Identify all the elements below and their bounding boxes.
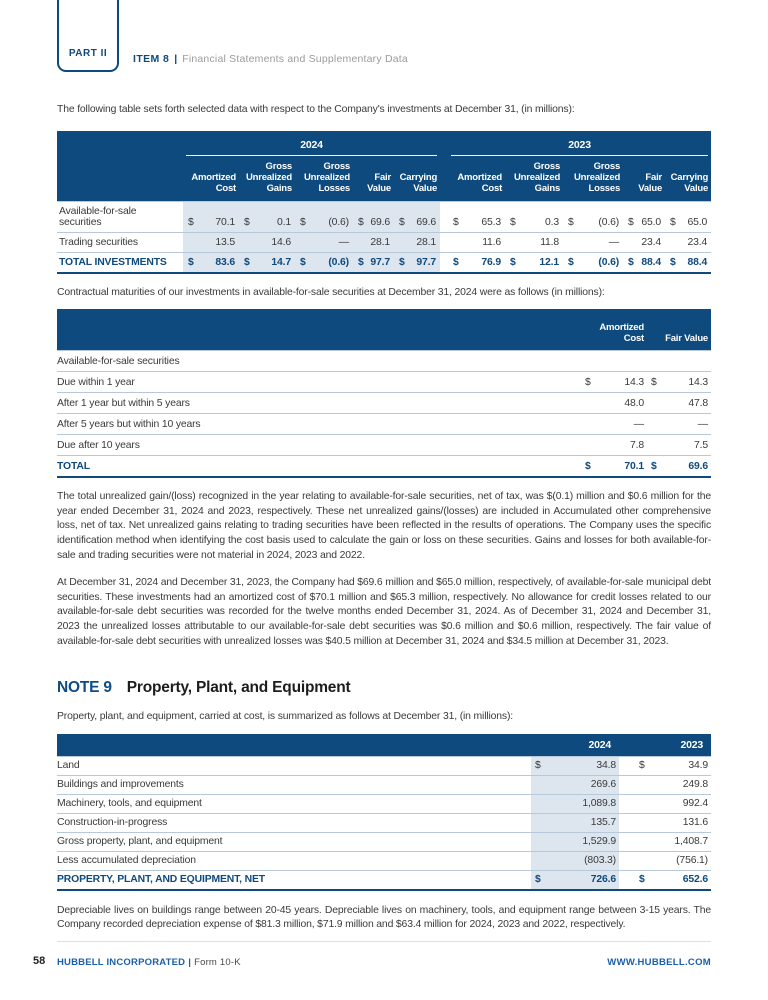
table-row bbox=[57, 832, 711, 851]
part-ii-tab bbox=[57, 0, 119, 72]
item-header bbox=[133, 53, 408, 65]
column-header: Gross Unrealized Losses bbox=[295, 157, 353, 202]
group-gap-cell bbox=[440, 232, 448, 252]
column-header: Amortized Cost bbox=[448, 157, 505, 202]
value-cell: 7.8 bbox=[601, 435, 647, 456]
dollar-cell bbox=[635, 832, 653, 851]
dollar-cell bbox=[635, 851, 653, 870]
ppe-table-body bbox=[57, 756, 711, 890]
table-cell: 14.6 bbox=[239, 232, 295, 252]
table-cell: 28.1 bbox=[353, 232, 394, 252]
column-header-2023: 2023 bbox=[635, 734, 711, 757]
group-gap bbox=[440, 131, 448, 202]
dollar-cell bbox=[531, 832, 549, 851]
group-gap-cell bbox=[619, 851, 635, 870]
contractual-paragraph: Contractual maturities of our investments in available-for-sale securities at December 31, 2024 were as follows (in millions): bbox=[57, 286, 605, 298]
row-label: Less accumulated depreciation bbox=[57, 851, 531, 870]
group-gap-cell bbox=[440, 252, 448, 273]
table-cell: 11.6 bbox=[448, 232, 505, 252]
dollar-cell bbox=[581, 435, 601, 456]
table-cell: $ 97.7 bbox=[353, 252, 394, 273]
dollar-cell bbox=[531, 794, 549, 813]
table-cell: $ (0.6) bbox=[295, 252, 353, 273]
table-cell: $ 70.1 bbox=[183, 201, 239, 232]
item-title: Financial Statements and Supplementary Data bbox=[182, 53, 408, 65]
dollar-cell: $ bbox=[581, 372, 601, 393]
ppe-intro-paragraph: Property, plant, and equipment, carried at cost, is summarized as follows at December 31, (in millions): bbox=[57, 711, 514, 723]
page-footer bbox=[33, 941, 711, 968]
value-cell: 70.1 bbox=[601, 456, 647, 478]
value-cell bbox=[671, 351, 711, 372]
table-row bbox=[57, 393, 711, 414]
table-cell: $ 97.7 bbox=[394, 252, 440, 273]
value-cell: 14.3 bbox=[601, 372, 647, 393]
value-cell: 726.6 bbox=[549, 870, 619, 890]
value-cell: 34.9 bbox=[653, 756, 711, 775]
table-cell: 11.8 bbox=[505, 232, 563, 252]
group-gap-cell bbox=[619, 813, 635, 832]
value-cell: 69.6 bbox=[671, 456, 711, 478]
table-cell: 13.5 bbox=[183, 232, 239, 252]
dollar-cell: $ bbox=[635, 756, 653, 775]
row-label: TOTAL INVESTMENTS bbox=[57, 252, 183, 273]
investments-table-body bbox=[57, 201, 711, 273]
value-cell: (803.3) bbox=[549, 851, 619, 870]
row-label: Construction-in-progress bbox=[57, 813, 531, 832]
investments-table-header bbox=[57, 131, 711, 202]
table-row bbox=[57, 775, 711, 794]
year-group-2024: 2024 bbox=[183, 131, 440, 157]
column-header-2024: 2024 bbox=[531, 734, 619, 757]
column-header: Gross Unrealized Gains bbox=[239, 157, 295, 202]
table-cell: $ (0.6) bbox=[563, 252, 623, 273]
dollar-cell bbox=[581, 351, 601, 372]
value-cell: 7.5 bbox=[671, 435, 711, 456]
row-label: Available-for-sale securities bbox=[57, 201, 183, 232]
group-gap-cell bbox=[619, 870, 635, 890]
ppe-table-header bbox=[57, 734, 711, 757]
value-cell: 992.4 bbox=[653, 794, 711, 813]
value-cell: 249.8 bbox=[653, 775, 711, 794]
group-gap-cell bbox=[440, 201, 448, 232]
row-label: PROPERTY, PLANT, AND EQUIPMENT, NET bbox=[57, 870, 531, 890]
table-cell: 23.4 bbox=[665, 232, 711, 252]
table-cell: — bbox=[295, 232, 353, 252]
group-gap-cell bbox=[619, 756, 635, 775]
unrealized-paragraph: The total unrealized gain/(loss) recognized in the year relating to available-for-sale securities, net of tax, was $(0.1) million and $0.6 million for the year ended December 31, 2024 and 2023, respectively. These net unrealized gains/(losses) are included in Accumulated other comprehensive loss, net of tax. Net unrealized gains relating to trading securities have been reflected in the results of operations. The Company uses the specific identification method when identifying the cost basis used to calculate the gain or loss on these securities. Gains and losses for both available-for-sale and trading securities were not material in 2024, 2023 and 2022. bbox=[57, 491, 711, 561]
value-cell: — bbox=[671, 414, 711, 435]
table-cell: $ 65.0 bbox=[665, 201, 711, 232]
row-label: Due after 10 years bbox=[57, 435, 581, 456]
footer-separator: | bbox=[188, 957, 192, 968]
dollar-cell: $ bbox=[647, 372, 671, 393]
empty-corner-cell bbox=[57, 131, 183, 202]
dollar-cell bbox=[635, 775, 653, 794]
dollar-cell: $ bbox=[531, 756, 549, 775]
page-content bbox=[0, 103, 768, 933]
row-label: After 1 year but within 5 years bbox=[57, 393, 581, 414]
table-cell: $ 65.3 bbox=[448, 201, 505, 232]
maturities-table bbox=[57, 309, 711, 478]
row-label: Buildings and improvements bbox=[57, 775, 531, 794]
value-cell: 652.6 bbox=[653, 870, 711, 890]
maturities-table-header bbox=[57, 309, 711, 351]
table-cell: $ 69.6 bbox=[394, 201, 440, 232]
table-cell: $ (0.6) bbox=[295, 201, 353, 232]
value-cell: 1,408.7 bbox=[653, 832, 711, 851]
table-row bbox=[57, 414, 711, 435]
table-cell: $ 65.0 bbox=[623, 201, 665, 232]
maturities-table-body bbox=[57, 351, 711, 478]
group-gap-cell bbox=[619, 794, 635, 813]
column-header: Amortized Cost bbox=[581, 309, 647, 351]
value-cell: 135.7 bbox=[549, 813, 619, 832]
table-cell: 28.1 bbox=[394, 232, 440, 252]
column-header: Amortized Cost bbox=[183, 157, 239, 202]
column-header: Gross Unrealized Gains bbox=[505, 157, 563, 202]
table-row bbox=[57, 435, 711, 456]
year-group-2023: 2023 bbox=[448, 131, 711, 157]
group-gap-cell bbox=[619, 775, 635, 794]
page-header bbox=[0, 0, 768, 76]
depreciable-paragraph: Depreciable lives on buildings range between 20-45 years. Depreciable lives on machinery, tools, and equipment range between 3-15 years. The Company recorded depreciation expense of $81.3 million, $71.9 million and $63.4 million for 2024, 2023 and 2022, respectively. bbox=[57, 904, 711, 931]
table-cell: $ 69.6 bbox=[353, 201, 394, 232]
column-header: Carrying Value bbox=[665, 157, 711, 202]
table-row bbox=[57, 232, 711, 252]
dollar-cell: $ bbox=[531, 870, 549, 890]
value-cell: (756.1) bbox=[653, 851, 711, 870]
empty-corner-cell bbox=[57, 734, 531, 757]
ppe-table bbox=[57, 734, 711, 891]
value-cell: 269.6 bbox=[549, 775, 619, 794]
table-row bbox=[57, 851, 711, 870]
table-row bbox=[57, 870, 711, 890]
investments-table bbox=[57, 131, 711, 274]
dollar-cell bbox=[635, 794, 653, 813]
row-label: After 5 years but within 10 years bbox=[57, 414, 581, 435]
row-label: Trading securities bbox=[57, 232, 183, 252]
column-header: Fair Value bbox=[647, 309, 711, 351]
value-cell: 14.3 bbox=[671, 372, 711, 393]
table-cell: — bbox=[563, 232, 623, 252]
row-label: Gross property, plant, and equipment bbox=[57, 832, 531, 851]
table-cell: $ 0.1 bbox=[239, 201, 295, 232]
table-row bbox=[57, 756, 711, 775]
dollar-cell bbox=[581, 393, 601, 414]
column-header: Fair Value bbox=[623, 157, 665, 202]
table-cell: $ 88.4 bbox=[665, 252, 711, 273]
row-label: Due within 1 year bbox=[57, 372, 581, 393]
footer-form-label: Form 10-K bbox=[194, 957, 241, 968]
dollar-cell bbox=[647, 351, 671, 372]
group-gap-cell bbox=[619, 832, 635, 851]
table-cell: $ 12.1 bbox=[505, 252, 563, 273]
dollar-cell bbox=[581, 414, 601, 435]
table-row bbox=[57, 813, 711, 832]
at-december-paragraph: At December 31, 2024 and December 31, 2023, the Company had $69.6 million and $65.0 million, respectively, of available-for-sale municipal debt securities. These investments had an amortized cost of $70.1 million and $65.3 million, respectively. No allowance for credit losses related to our available-for-sale debt securities was recorded for the twelve months ended December 31, 2024. As of December 31, 2024 and December 31, 2023 the unrealized losses attributable to our available-for-sale debt securities was $0.6 million and $0.6 million, respectively. The fair value of available-for-sale debt securities with unrealized losses was $40.5 million at December 31, 2024 and $34.5 million at December 31, 2023. bbox=[57, 577, 711, 647]
table-cell: $ 14.7 bbox=[239, 252, 295, 273]
footer-brand: HUBBELL INCORPORATED | Form 10-K bbox=[57, 957, 241, 968]
item-separator: | bbox=[174, 53, 178, 65]
dollar-cell bbox=[531, 813, 549, 832]
dollar-cell bbox=[531, 851, 549, 870]
part-label: PART II bbox=[68, 48, 108, 59]
table-cell: $ 0.3 bbox=[505, 201, 563, 232]
table-row bbox=[57, 252, 711, 273]
table-row bbox=[57, 201, 711, 232]
value-cell: 1,529.9 bbox=[549, 832, 619, 851]
row-label: TOTAL bbox=[57, 456, 581, 478]
value-cell: 47.8 bbox=[671, 393, 711, 414]
table-row bbox=[57, 351, 711, 372]
table-cell: $ 76.9 bbox=[448, 252, 505, 273]
column-header: Gross Unrealized Losses bbox=[563, 157, 623, 202]
row-label: Available-for-sale securities bbox=[57, 351, 581, 372]
row-label: Land bbox=[57, 756, 531, 775]
group-gap bbox=[619, 734, 635, 757]
value-cell: 48.0 bbox=[601, 393, 647, 414]
table-row bbox=[57, 456, 711, 478]
value-cell: 1,089.8 bbox=[549, 794, 619, 813]
table-cell: 23.4 bbox=[623, 232, 665, 252]
empty-corner-cell bbox=[57, 309, 581, 351]
row-label: Machinery, tools, and equipment bbox=[57, 794, 531, 813]
note-9-heading bbox=[57, 679, 711, 697]
dollar-cell bbox=[647, 414, 671, 435]
table-cell: $ (0.6) bbox=[563, 201, 623, 232]
dollar-cell: $ bbox=[647, 456, 671, 478]
footer-website: WWW.HUBBELL.COM bbox=[607, 957, 711, 968]
table-row bbox=[57, 794, 711, 813]
column-header: Fair Value bbox=[353, 157, 394, 202]
table-cell: $ 83.6 bbox=[183, 252, 239, 273]
value-cell bbox=[601, 351, 647, 372]
note-title: Property, Plant, and Equipment bbox=[126, 679, 351, 697]
table-cell: $ 88.4 bbox=[623, 252, 665, 273]
dollar-cell bbox=[635, 813, 653, 832]
value-cell: 34.8 bbox=[549, 756, 619, 775]
dollar-cell bbox=[647, 435, 671, 456]
dollar-cell bbox=[531, 775, 549, 794]
dollar-cell bbox=[647, 393, 671, 414]
note-number: NOTE 9 bbox=[57, 679, 112, 697]
item-number: ITEM 8 bbox=[133, 53, 170, 65]
page-number: 58 bbox=[33, 955, 46, 967]
dollar-cell: $ bbox=[581, 456, 601, 478]
intro-investments-paragraph: The following table sets forth selected data with respect to the Company's investments at December 31, (in millions): bbox=[57, 104, 575, 115]
value-cell: 131.6 bbox=[653, 813, 711, 832]
value-cell: — bbox=[601, 414, 647, 435]
table-row bbox=[57, 372, 711, 393]
column-header: Carrying Value bbox=[394, 157, 440, 202]
dollar-cell: $ bbox=[635, 870, 653, 890]
